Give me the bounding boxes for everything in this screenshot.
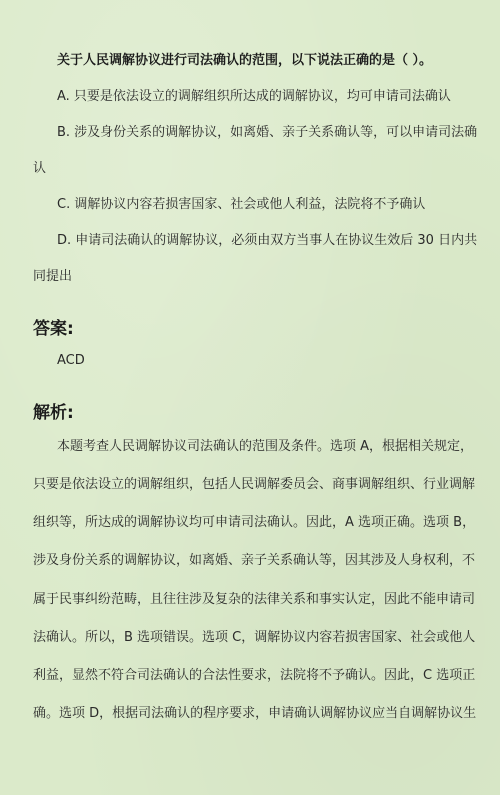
analysis-heading: 解析: bbox=[33, 403, 74, 423]
analysis-line-6: 法确认。所以，B 选项错误。选项 C，调解协议内容若损害国家、社会或他人 bbox=[33, 630, 476, 645]
analysis-line-8: 确。选项 D，根据司法确认的程序要求，申请确认调解协议应当自调解协议生 bbox=[33, 706, 477, 721]
analysis-line-2: 只要是依法设立的调解组织，包括人民调解委员会、商事调解组织、行业调解 bbox=[33, 477, 476, 492]
option-b-line-2: 认 bbox=[33, 161, 47, 176]
analysis-line-4: 涉及身份关系的调解协议，如离婚、亲子关系确认等，因其涉及人身权利，不 bbox=[33, 553, 476, 568]
option-d-line-1: D. 申请司法确认的调解协议，必须由双方当事人在协议生效后 30 日内共 bbox=[57, 233, 478, 248]
option-b-line-1: B. 涉及身份关系的调解协议，如离婚、亲子关系确认等，可以申请司法确 bbox=[57, 125, 478, 140]
option-d-line-2: 同提出 bbox=[33, 269, 73, 284]
answer-heading: 答案: bbox=[33, 319, 74, 339]
analysis-line-1: 本题考查人民调解协议司法确认的范围及条件。选项 A，根据相关规定， bbox=[57, 439, 474, 454]
question-text: 关于人民调解协议进行司法确认的范围，以下说法正确的是（ ）。 bbox=[57, 53, 433, 68]
option-c: C. 调解协议内容若损害国家、社会或他人利益，法院将不予确认 bbox=[57, 197, 426, 212]
analysis-line-7: 利益，显然不符合司法确认的合法性要求，法院将不予确认。因此，C 选项正 bbox=[33, 668, 476, 683]
analysis-line-3: 组织等，所达成的调解协议均可申请司法确认。因此，A 选项正确。选项 B， bbox=[33, 515, 476, 530]
answer-value: ACD bbox=[57, 353, 85, 368]
option-a: A. 只要是依法设立的调解组织所达成的调解协议，均可申请司法确认 bbox=[57, 89, 451, 104]
analysis-line-5: 属于民事纠纷范畴，且往往涉及复杂的法律关系和事实认定，因此不能申请司 bbox=[33, 592, 476, 607]
